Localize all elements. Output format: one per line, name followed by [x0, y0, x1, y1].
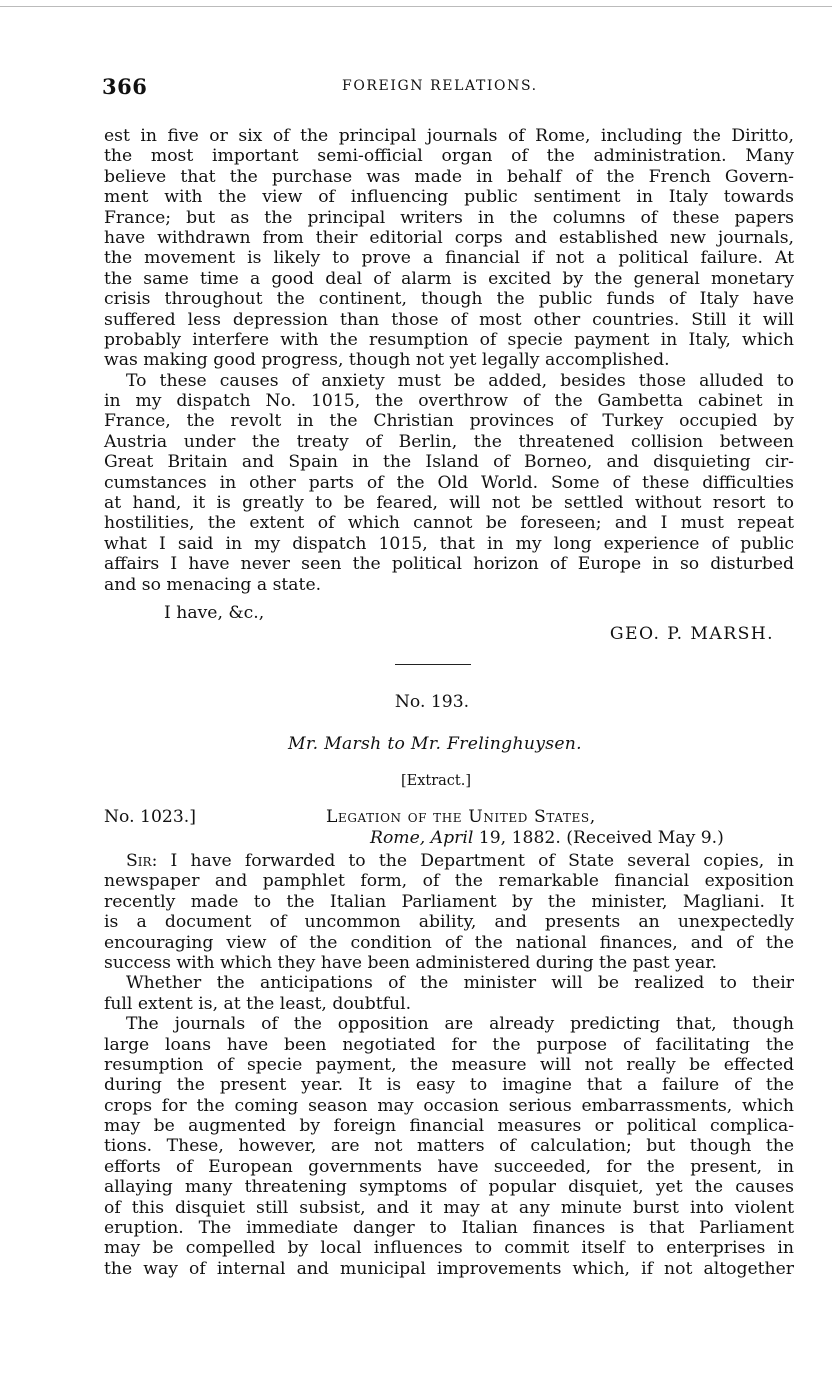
closing-phrase: I have, &c.,	[164, 603, 265, 623]
received-note: (Received May 9.)	[566, 828, 724, 848]
text-line: To these causes of anxiety must be added, besides those alluded to	[126, 370, 794, 391]
text-line: eruption. The immediate danger to Italian finances is that Parliament	[104, 1218, 794, 1239]
top-border-line	[0, 6, 832, 7]
text-line: efforts of European governments have succeeded, for the present, in	[104, 1156, 794, 1177]
text-line: the way of internal and municipal improvements which, if not altogether	[104, 1258, 794, 1279]
first-line-rest: : I have forwarded to the Department of State several copies, in	[151, 851, 794, 871]
text-line: cumstances in other parts of the Old World. Some of these difficulties	[104, 472, 794, 493]
text-line: success with which they have been administered during the past year.	[104, 952, 718, 973]
text-line: encouraging view of the condition of the national finances, and of the	[104, 932, 794, 953]
text-line: Whether the anticipations of the minister will be realized to their	[126, 973, 794, 994]
salutation: Sir	[126, 851, 152, 871]
continuation-text	[104, 126, 794, 595]
date-rest: 19, 1882.	[478, 828, 561, 848]
text-line: crisis throughout the continent, though the public funds of Italy have	[104, 289, 794, 310]
place-and-date	[370, 828, 724, 848]
text-line: may be augmented by foreign financial measures or political complica-	[104, 1116, 794, 1137]
text-line: believe that the purchase was made in behalf of the French Govern-	[104, 166, 794, 187]
letter-body	[104, 851, 794, 1279]
text-line: Austria under the treaty of Berlin, the threatened collision between	[104, 431, 794, 452]
text-line: newspaper and pamphlet form, of the remarkable financial exposition	[104, 871, 794, 892]
text-line: in my dispatch No. 1015, the overthrow of the Gambetta cabinet in	[104, 391, 794, 412]
text-line: was making good progress, though not yet legally accomplished.	[104, 350, 670, 371]
text-line	[104, 851, 794, 871]
text-line: may be compelled by local influences to commit itself to enterprises in	[104, 1238, 794, 1259]
section-divider	[395, 664, 471, 665]
page-header	[102, 74, 802, 104]
text-line: full extent is, at the least, doubtful.	[104, 993, 412, 1014]
text-line: crops for the coming season may occasion serious embarrassments, which	[104, 1095, 794, 1116]
extract-note: [Extract.]	[400, 773, 472, 789]
text-line: hostilities, the extent of which cannot be foreseen; and I must repeat	[104, 513, 794, 534]
document-number: No. 193.	[394, 692, 470, 712]
text-line: what I said in my dispatch 1015, that in my long experience of public	[104, 533, 794, 554]
text-line: large loans have been negotiated for the purpose of facilitating the	[104, 1034, 794, 1055]
place-date-italic: Rome, April	[370, 828, 474, 848]
text-line: at hand, it is greatly to be feared, will not be settled without resort to	[104, 493, 794, 514]
text-line: probably interfere with the resumption of specie payment in Italy, which	[104, 329, 794, 350]
text-line: have withdrawn from their editorial corps and established new journals,	[104, 227, 794, 248]
text-line: Great Britain and Spain in the Island of Borneo, and disquieting cir-	[104, 452, 794, 473]
text-line: is a document of uncommon ability, and presents an unexpectedly	[104, 912, 794, 933]
signature: GEO. P. MARSH.	[609, 624, 774, 644]
running-head: FOREIGN RELATIONS.	[342, 78, 538, 94]
text-line: the same time a good deal of alarm is excited by the general monetary	[104, 268, 794, 289]
text-line: during the present year. It is easy to imagine that a failure of the	[104, 1075, 794, 1096]
text-line: and so menacing a state.	[104, 574, 322, 595]
page-number: 366	[102, 74, 148, 99]
text-line: France; but as the principal writers in the columns of these papers	[104, 207, 794, 228]
text-line: est in five or six of the principal journals of Rome, including the Diritto,	[104, 126, 794, 146]
legation-heading: Legation of the United States,	[326, 807, 596, 827]
text-line: of this disquiet still subsist, and it may at any minute burst into violent	[104, 1197, 794, 1218]
text-line: tions. These, however, are not matters of calculation; but though the	[104, 1136, 794, 1157]
document-title: Mr. Marsh to Mr. Frelinghuysen.	[288, 734, 582, 754]
dispatch-number: No. 1023.]	[104, 807, 196, 827]
text-line: the movement is likely to prove a financial if not a political failure. At	[104, 248, 794, 269]
text-line: affairs I have never seen the political horizon of Europe in so disturbed	[104, 554, 794, 575]
text-line: the most important semi-official organ of the administration. Many	[104, 146, 794, 167]
text-line: resumption of specie payment, the measure will not really be effected	[104, 1054, 794, 1075]
text-line: recently made to the Italian Parliament by the minister, Magliani. It	[104, 891, 794, 912]
text-line: ment with the view of influencing public sentiment in Italy towards	[104, 187, 794, 208]
text-line: France, the revolt in the Christian provinces of Turkey occupied by	[104, 411, 794, 432]
text-line: suffered less depression than those of most other countries. Still it will	[104, 309, 794, 330]
text-line: allaying many threatening symptoms of popular disquiet, yet the causes	[104, 1177, 794, 1198]
text-line: The journals of the opposition are already predicting that, though	[126, 1014, 794, 1035]
